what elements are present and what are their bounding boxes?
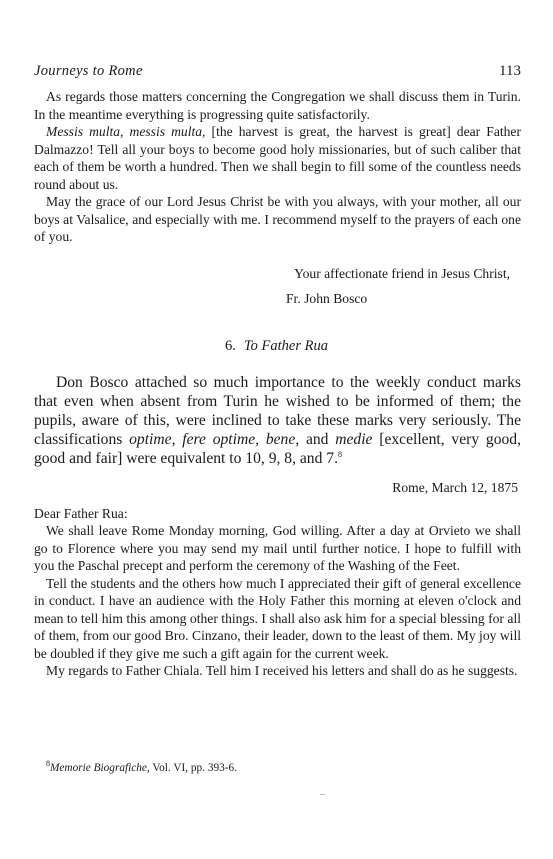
- page-header: [34, 63, 521, 83]
- letter-closing-block: [34, 265, 510, 307]
- letter-body: [34, 88, 521, 246]
- intro-paragraph: Don Bosco attached so much importance to the weekly conduct marks that even when absent from Turin he wished to be informed of them; the pupils, aware of this, were inclined to take these marks very seriously. The classifications optime, fere optime, bene, and medie [excellent, very good, good and fair] were equivalent to 10, 9, 8, and 7.$^8$: [34, 374, 521, 467]
- footnote-detail: Vol. VI, pp. 393-6.: [149, 762, 238, 774]
- scan-mark: [320, 794, 325, 795]
- section-intro: [34, 373, 521, 468]
- dateline: Rome, March 12, 1875: [392, 480, 518, 495]
- salutation: Dear Father Rua:: [34, 505, 128, 521]
- letter-paragraph: Messis multa, messis multa, [the harvest is great, the harvest is great] dear Father Dalmazzo! Tell all your boys to become good holy missionaries, but of such caliber that each of them be worth a hundred. Then we shall begin to fill some of the countless needs round about us.: [34, 124, 521, 192]
- running-title: Journeys to Rome: [34, 63, 143, 79]
- section-number: 6.: [225, 338, 236, 354]
- footnote: [46, 759, 238, 774]
- letter-paragraph: Tell the students and the others how much I appreciated their gift of general excellence in conduct. I have an audience with the Holy Father this morning at eleven o'clock and mean to tell him this among other things. I shall also ask him for a special blessing for all of them, from our good Bro. Cinzano, their leader, down to the least of them. My joy will be doubled if they give me such a gift again for the current week.: [34, 575, 521, 661]
- letter-paragraph: As regards those matters concerning the Congregation we shall discuss them in Turin. In the meantime everything is progressing quite satisfactorily.: [34, 89, 521, 122]
- letter-signature: Fr. John Bosco: [286, 290, 368, 306]
- letter2-body: [34, 479, 521, 680]
- footnote-ref: 8: [338, 449, 342, 459]
- letter-paragraph: We shall leave Rome Monday morning, God willing. After a day at Orvieto we shall go to Florence where you may send my mail until further notice. I hope to fulfill with you the Paschal precept and perform the ceremony of the Washing of the Feet.: [34, 523, 521, 573]
- latin-phrase: Messis multa, messis multa,: [46, 124, 206, 139]
- letter-paragraph: My regards to Father Chiala. Tell him I received his letters and shall do as he suggests.: [46, 663, 518, 678]
- footnote-marker: 8: [46, 759, 50, 769]
- letter-closing: Your affectionate friend in Jesus Christ,: [294, 266, 510, 281]
- page-number: 113: [499, 63, 521, 79]
- footnote-source: Memorie Biografiche,: [50, 762, 150, 774]
- section-heading: [0, 338, 553, 355]
- letter-paragraph: May the grace of our Lord Jesus Christ be with you always, with your mother, all our boys at Valsalice, and especially with me. I recommend myself to the prayers of each one of you.: [34, 194, 521, 244]
- section-title: To Father Rua: [243, 338, 328, 354]
